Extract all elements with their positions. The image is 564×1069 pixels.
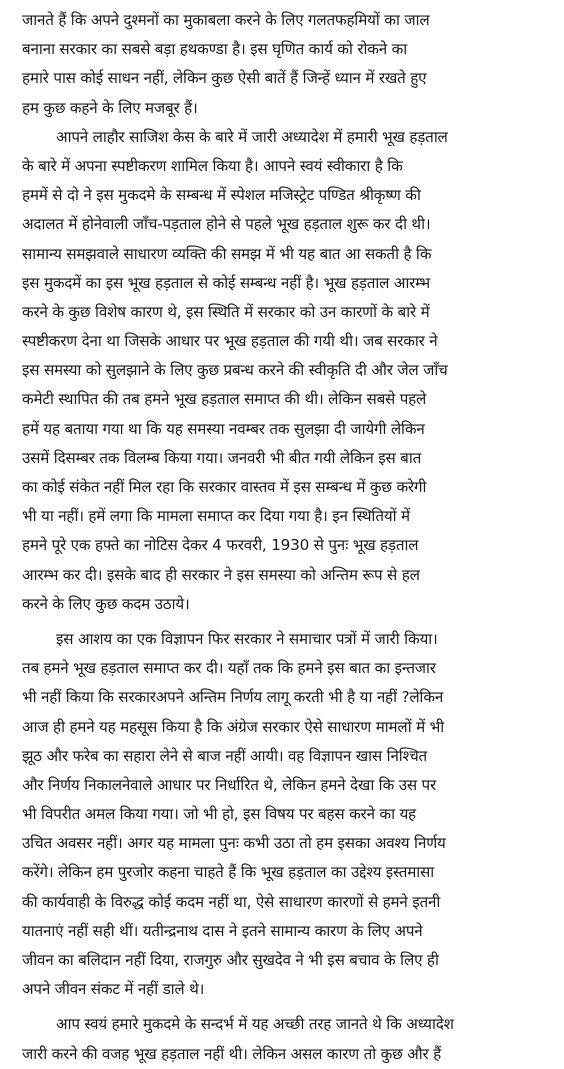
- text-line: आज ही हमने यह महसूस किया है कि अंग्रेज सरकार ऐसे साधारण मामलों में भी: [22, 717, 444, 736]
- text-line: हममें से दो ने इस मुकदमे के सम्बन्ध में स्पेशल मजिस्ट्रेट पण्डित श्रीकृष्ण की: [22, 186, 421, 205]
- text-line: इस आशय का एक विज्ञापन फिर सरकार ने समाचार पत्रों में जारी किया।: [56, 629, 438, 648]
- text-line: भी विपरीत अमल किया गया। जो भी हो, इस विषय पर बहस करने का यह: [22, 805, 416, 824]
- paragraph-2: [22, 123, 554, 619]
- text-line: का कोई संकेत नहीं मिल रहा कि सरकार वास्तव में इस सम्बन्ध में कुछ करेगी: [22, 478, 427, 496]
- text-line: सामान्य समझवाले साधारण व्यक्ति की समझ में भी यह बात आ सकती है कि: [22, 244, 432, 263]
- paragraph-1: [22, 6, 554, 123]
- text-line: जानते हैं कि अपने दुश्मनों का मुकाबला करने के लिए गलतफहमियों का जाल: [22, 11, 430, 29]
- text-line: भी नहीं किया कि सरकारअपने अन्तिम निर्णय लागू करती भी है या नहीं ?लेकिन: [22, 688, 444, 707]
- text-line: के बारे में अपना स्पष्टीकरण शामिल किया है। आपने स्वयं स्वीकारा है कि: [22, 156, 403, 175]
- text-line: उसमें दिसम्बर तक विलम्ब किया गया। जनवरी भी बीत गयी लेकिन इस बात: [22, 448, 422, 467]
- text-line: बनाना सरकार का सबसे बड़ा हथकण्डा है। इस घृणित कार्य को रोकने का: [22, 40, 407, 59]
- text-line: करेंगे। लेकिन हम पुरजोर कहना चाहते हैं कि भूख हड़ताल का उद्देश्य इस्तमासा: [22, 863, 435, 882]
- paragraph-3: [22, 625, 554, 1004]
- text-line: भी या नहीं। हमें लगा कि मामला समाप्त कर दिया गया है। इन स्थितियों में: [22, 507, 410, 526]
- text-line: स्पष्टीकरण देना था जिसके आधार पर भूख हड़ताल की गयी थी। जब सरकार ने: [22, 332, 438, 351]
- text-line: की कार्यवाही के विरुद्ध कोई कदम नहीं था, ऐसे साधारण कारणों से हमने इतनी: [22, 892, 441, 911]
- paragraph-4: [22, 1010, 554, 1068]
- text-line: जारी करने की वजह भूख हड़ताल नहीं थी। लेकिन असल कारण तो कुछ और हैं: [22, 1044, 442, 1063]
- text-line: आप स्वयं हमारे मुकदमे के सन्दर्भ में यह अच्छी तरह जानते थे कि अध्यादेश: [56, 1015, 454, 1034]
- text-line: जीवन का बलिदान नहीं दिया, राजगुरु और सुखदेव ने भी इस बचाव के लिए ही: [22, 951, 439, 969]
- text-line: हमें यह बताया गया था कि यह समस्या नवम्बर तक सुलझा दी जायेगी लेकिन: [22, 419, 425, 438]
- text-line: अपने जीवन संकट में नहीं डाले थे।: [22, 980, 205, 999]
- text-line: अदालत में होनेवाली जाँच-पड़ताल होने से पहले भूख हड़ताल शुरू कर दी थी।: [22, 215, 431, 234]
- text-line: उचित अवसर नहीं। अगर यह मामला पुनः कभी उठा तो हम इसका अवश्य निर्णय: [22, 834, 446, 853]
- text-line: यातनाएं नहीं सही थीं। यतीन्द्रनाथ दास ने इतने सामान्य कारण के लिए अपने: [22, 921, 423, 940]
- text-line: कमेटी स्थापित की तब हमने भूख हड़ताल समाप्त की थी। लेकिन सबसे पहले: [22, 390, 427, 409]
- text-line: करने के कुछ विशेष कारण थे, इस स्थिति में सरकार को उन कारणों के बारे में: [22, 302, 430, 321]
- text-line: हमने पूरे एक हफ्ते का नोटिस देकर 4 फरवरी, 1930 से पुनः भूख हड़ताल: [22, 536, 419, 555]
- text-line: आरम्भ कर दी। इसके बाद ही सरकार ने इस समस्या को अन्तिम रूप से हल: [22, 565, 420, 584]
- text-line: करने के लिए कुछ कदम उठाये।: [22, 594, 190, 613]
- text-line: और निर्णय निकालनेवाले आधार पर निर्धारित थे, लेकिन हमने देखा कि उस पर: [22, 775, 436, 794]
- text-line: हमारे पास कोई साधन नहीं, लेकिन कुछ ऐसी बातें हैं जिन्हें ध्यान में रखते हुए: [22, 69, 427, 88]
- text-line: तब हमने भूख हड़ताल समाप्त कर दी। यहाँ तक कि हमने इस बात का इन्तजार: [22, 659, 436, 678]
- text-line: हम कुछ कहने के लिए मजबूर हैं।: [22, 98, 198, 117]
- text-line: झूठ और फरेब का सहारा लेने से बाज नहीं आयी। वह विज्ञापन खास निश्चित: [22, 746, 428, 765]
- text-line: इस समस्या को सुलझाने के लिए कुछ प्रबन्ध करने की स्वीकृति दी और जेल जाँच: [22, 361, 448, 380]
- text-line: आपने लाहौर साजिश केस के बारे में जारी अध्यादेश में हमारी भूख हड़ताल: [56, 127, 448, 146]
- text-line: इस मुकदमें का इस भूख हड़ताल से कोई सम्बन्ध नहीं है। भूख हड़ताल आरम्भ: [22, 273, 431, 292]
